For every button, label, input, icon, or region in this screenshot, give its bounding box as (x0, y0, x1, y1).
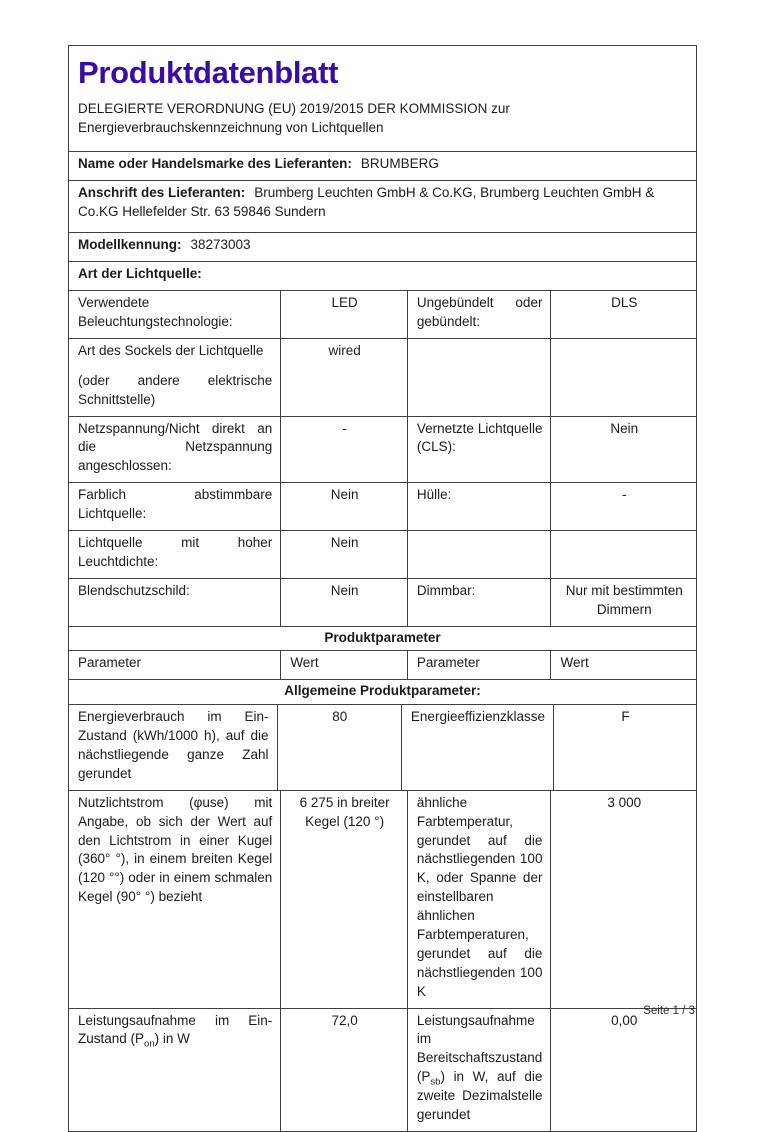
column-header-row (69, 651, 696, 680)
param-subscript: on (144, 1039, 155, 1051)
page-number: Seite 1 / 3 (643, 1005, 695, 1017)
value-cell: Nein (610, 420, 639, 436)
supplier-name-value: BRUMBERG (360, 156, 439, 172)
supplier-address-value: Brumberg Leuchten GmbH & Co.KG, Brumberg Leuchten GmbH & Co.KG Hellefelder Str. 63 59846 Sundern (78, 185, 655, 220)
column-header: Wert (281, 651, 408, 679)
param-cell (69, 339, 281, 416)
table-row (69, 339, 696, 417)
regulation-subtitle: DELEGIERTE VERORDNUNG (EU) 2019/2015 DER KOMMISSION zur Energieverbrauchskennzeichnung von Lichtquellen (78, 100, 510, 135)
value-cell (551, 339, 696, 416)
page-title: Produktdatenblatt (78, 55, 339, 90)
param-cell: ähnliche Farbtemperatur, gerundet auf die nächstliegenden 100 K, oder Spanne der einstellbaren ähnlichen Farbtemperaturen, gerundet auf die nächstliegenden 100 K (408, 791, 552, 1008)
value-cell: 6 275 in breiter Kegel (120 °) (281, 791, 408, 1008)
general-params-subsection-title: Allgemeine Produktparameter: (284, 683, 481, 699)
value-cell: 80 (278, 705, 402, 790)
value-cell: Nein (281, 483, 408, 530)
value-cell: LED (281, 291, 408, 338)
param-subscript: sb (430, 1076, 441, 1088)
supplier-name-label: Name oder Handelsmarke des Lieferanten: (78, 156, 352, 172)
param-text: Leistungsaufnahme im Ein-Zustand (P (78, 1012, 273, 1047)
table-row (69, 483, 696, 531)
param-text: ) in W (154, 1031, 190, 1047)
light-source-section-title: Art der Lichtquelle: (78, 266, 202, 282)
param-cell (408, 1009, 552, 1131)
param-cell: Blendschutzschild: (69, 579, 281, 626)
general-params-subsection-header (69, 680, 696, 705)
param-cell (408, 339, 552, 416)
column-header: Parameter (408, 651, 552, 679)
model-id-value: 38273003 (190, 237, 251, 253)
param-cell: Hülle: (408, 483, 552, 530)
supplier-address-label: Anschrift des Lieferanten: (78, 185, 246, 201)
param-cell: Lichtquelle mit hoher Leuchtdichte: (69, 531, 281, 578)
column-header: Wert (560, 655, 589, 671)
param-cell: Energieeffizienzklasse (402, 705, 554, 790)
value-cell: - (281, 417, 408, 483)
title-block (69, 46, 696, 152)
value-cell: DLS (611, 295, 638, 311)
param-cell: Nutzlichtstrom (φuse) mit Angabe, ob sich der Wert auf den Lichtstrom in einer Kugel (360° °), in einem breiten Kegel (120 °°) oder in einem schmalen Kegel (90° °) bezieht (69, 791, 281, 1008)
table-row (69, 417, 696, 484)
table-row (69, 531, 696, 579)
value-cell: - (621, 487, 627, 503)
table-row (69, 791, 696, 1009)
param-cell: Netzspannung/Nicht direkt an die Netzspannung angeschlossen: (69, 417, 281, 483)
value-cell: F (621, 709, 630, 725)
model-id-row (69, 233, 696, 262)
param-cell: Vernetzte Lichtquelle (CLS): (408, 417, 552, 483)
param-note: (oder andere elektrische Schnittstelle) (78, 372, 273, 407)
supplier-address-row (69, 181, 696, 233)
param-cell: Energieverbrauch im Ein-Zustand (kWh/1000 h), auf die nächstliegende ganze Zahl gerundet (69, 705, 278, 790)
param-cell: Dimmbar: (408, 579, 552, 626)
param-text: ) in W, auf die zweite Dezimalstelle gerundet (416, 1069, 543, 1123)
value-cell: 3 000 (607, 794, 642, 810)
model-id-label: Modellkennung: (78, 237, 182, 253)
table-row (69, 705, 696, 791)
param-cell: Farblich abstimmbare Lichtquelle: (69, 483, 281, 530)
value-cell: Nein (281, 579, 408, 626)
table-row (69, 291, 696, 339)
value-cell: Nein (281, 531, 408, 578)
value-cell (551, 531, 696, 578)
param-cell: Ungebündelt oder gebündelt: (408, 291, 552, 338)
value-cell: 72,0 (281, 1009, 408, 1131)
param-text: Leistungsaufnahme im Bereitschaftszustand (P (416, 1012, 543, 1085)
product-datasheet (68, 45, 697, 1132)
value-cell: wired (281, 339, 408, 416)
param-cell (69, 1009, 281, 1131)
param-text: Art des Sockels der Lichtquelle (78, 342, 264, 358)
product-params-section-title: Produktparameter (324, 629, 441, 645)
column-header: Parameter (69, 651, 281, 679)
value-cell: 0,00 (611, 1012, 638, 1028)
table-row (69, 1009, 696, 1131)
value-cell: Nur mit bestimmten Dimmern (565, 582, 683, 617)
product-params-section-header (69, 627, 696, 652)
param-cell (408, 531, 552, 578)
supplier-name-row (69, 152, 696, 181)
param-cell: Verwendete Beleuchtungstechnologie: (69, 291, 281, 338)
light-source-section-header (69, 262, 696, 291)
table-row (69, 579, 696, 627)
